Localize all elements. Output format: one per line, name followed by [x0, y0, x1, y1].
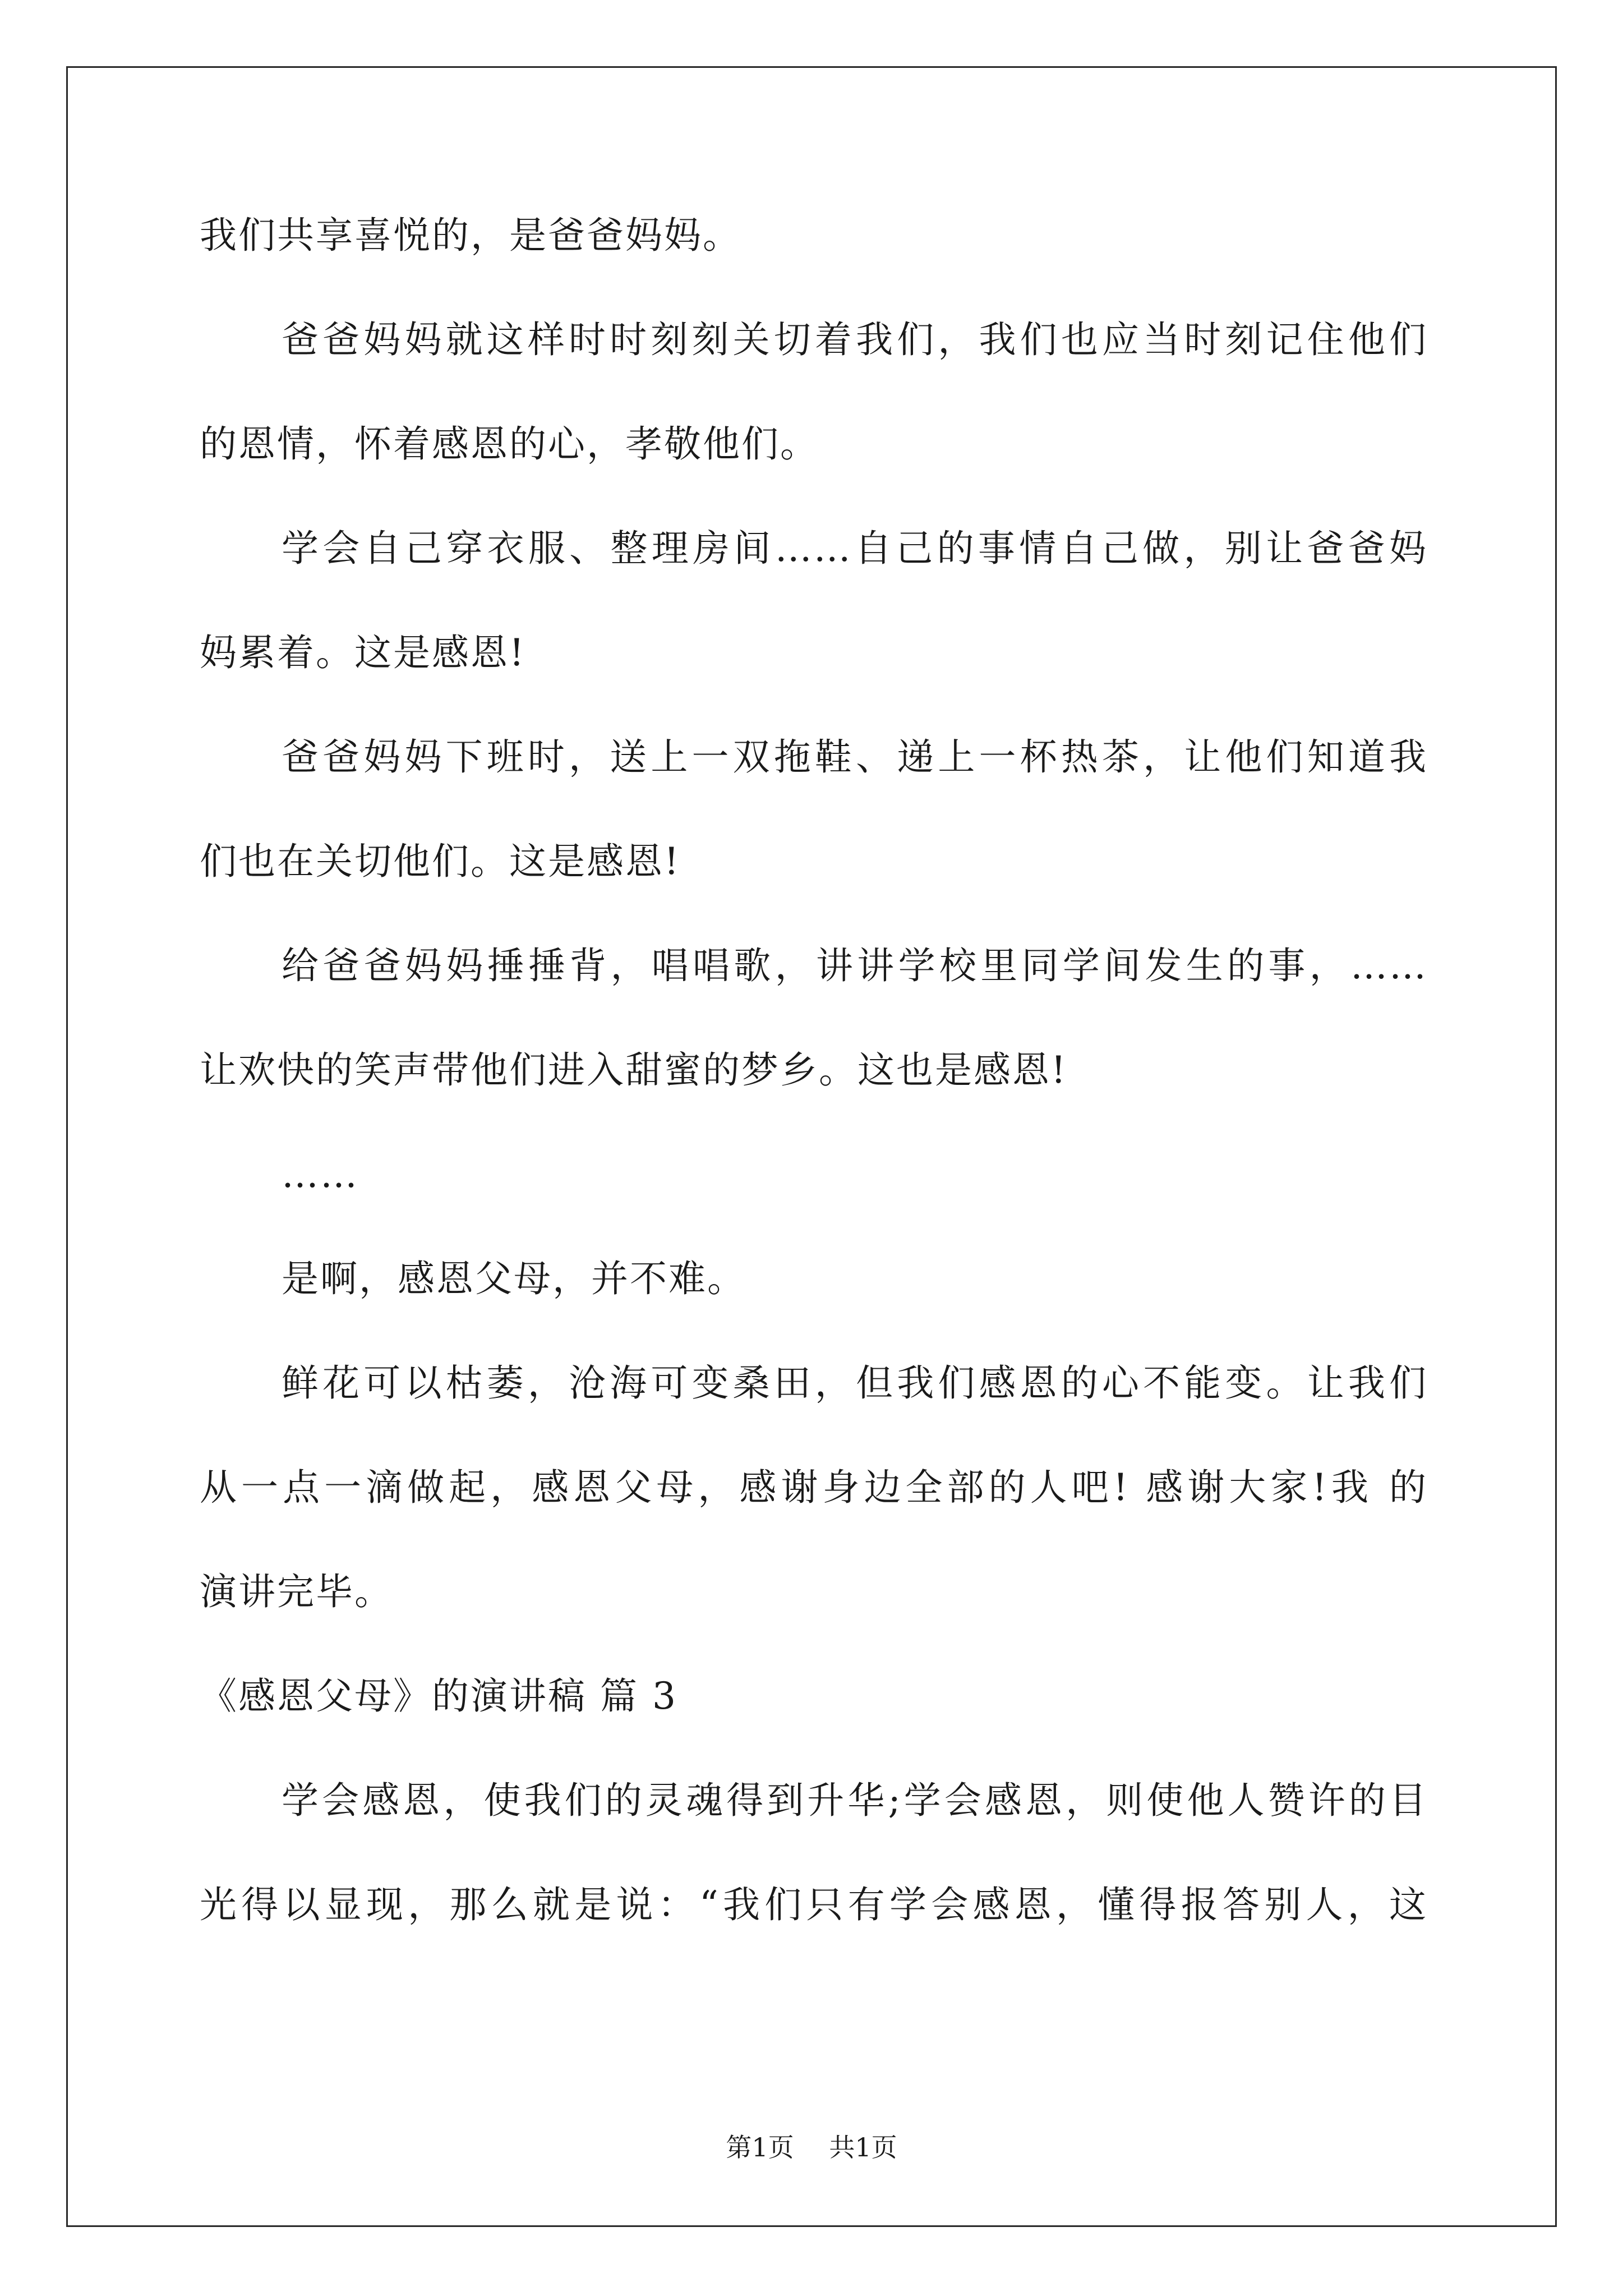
text-line: 爸爸妈妈下班时，送上一双拖鞋、递上一杯热茶，让他们知道我	[282, 735, 1428, 779]
text-line: 让欢快的笑声带他们进入甜蜜的梦乡。这也是感恩!	[200, 1048, 1068, 1092]
text-line: 我们共享喜悦的，是爸爸妈妈。	[200, 214, 741, 257]
text-line: 妈累着。这是感恩!	[200, 631, 526, 674]
text-line: 们也在关切他们。这是感恩!	[200, 840, 681, 883]
page-number: 第1页	[726, 2132, 794, 2162]
text-line: 从一点一滴做起，感恩父母，感谢身边全部的人吧! 感谢大家!我 的	[200, 1466, 1428, 1509]
page-footer	[0, 2132, 1623, 2163]
text-line: 演讲完毕。	[200, 1570, 393, 1613]
text-line: 的恩情，怀着感恩的心，孝敬他们。	[200, 422, 819, 466]
page-total: 共1页	[829, 2132, 897, 2162]
text-line: ……	[282, 1153, 359, 1196]
text-line: 爸爸妈妈就这样时时刻刻关切着我们，我们也应当时刻记住他们	[282, 318, 1428, 361]
text-line: 鲜花可以枯萎，沧海可变桑田，但我们感恩的心不能变。让我们	[282, 1361, 1428, 1405]
text-line: 学会感恩，使我们的灵魂得到升华;学会感恩，则使他人赞许的目	[282, 1779, 1428, 1822]
text-line: 是啊，感恩父母，并不难。	[282, 1257, 746, 1300]
text-line: 光得以显现，那么就是说：“我们只有学会感恩，懂得报答别人，这	[200, 1883, 1428, 1926]
section-heading: 《感恩父母》的演讲稿 篇 3	[200, 1674, 677, 1718]
text-line: 给爸爸妈妈捶捶背，唱唱歌，讲讲学校里同学间发生的事，……	[282, 944, 1428, 987]
text-line: 学会自己穿衣服、整理房间……自己的事情自己做，别让爸爸妈	[282, 527, 1428, 570]
